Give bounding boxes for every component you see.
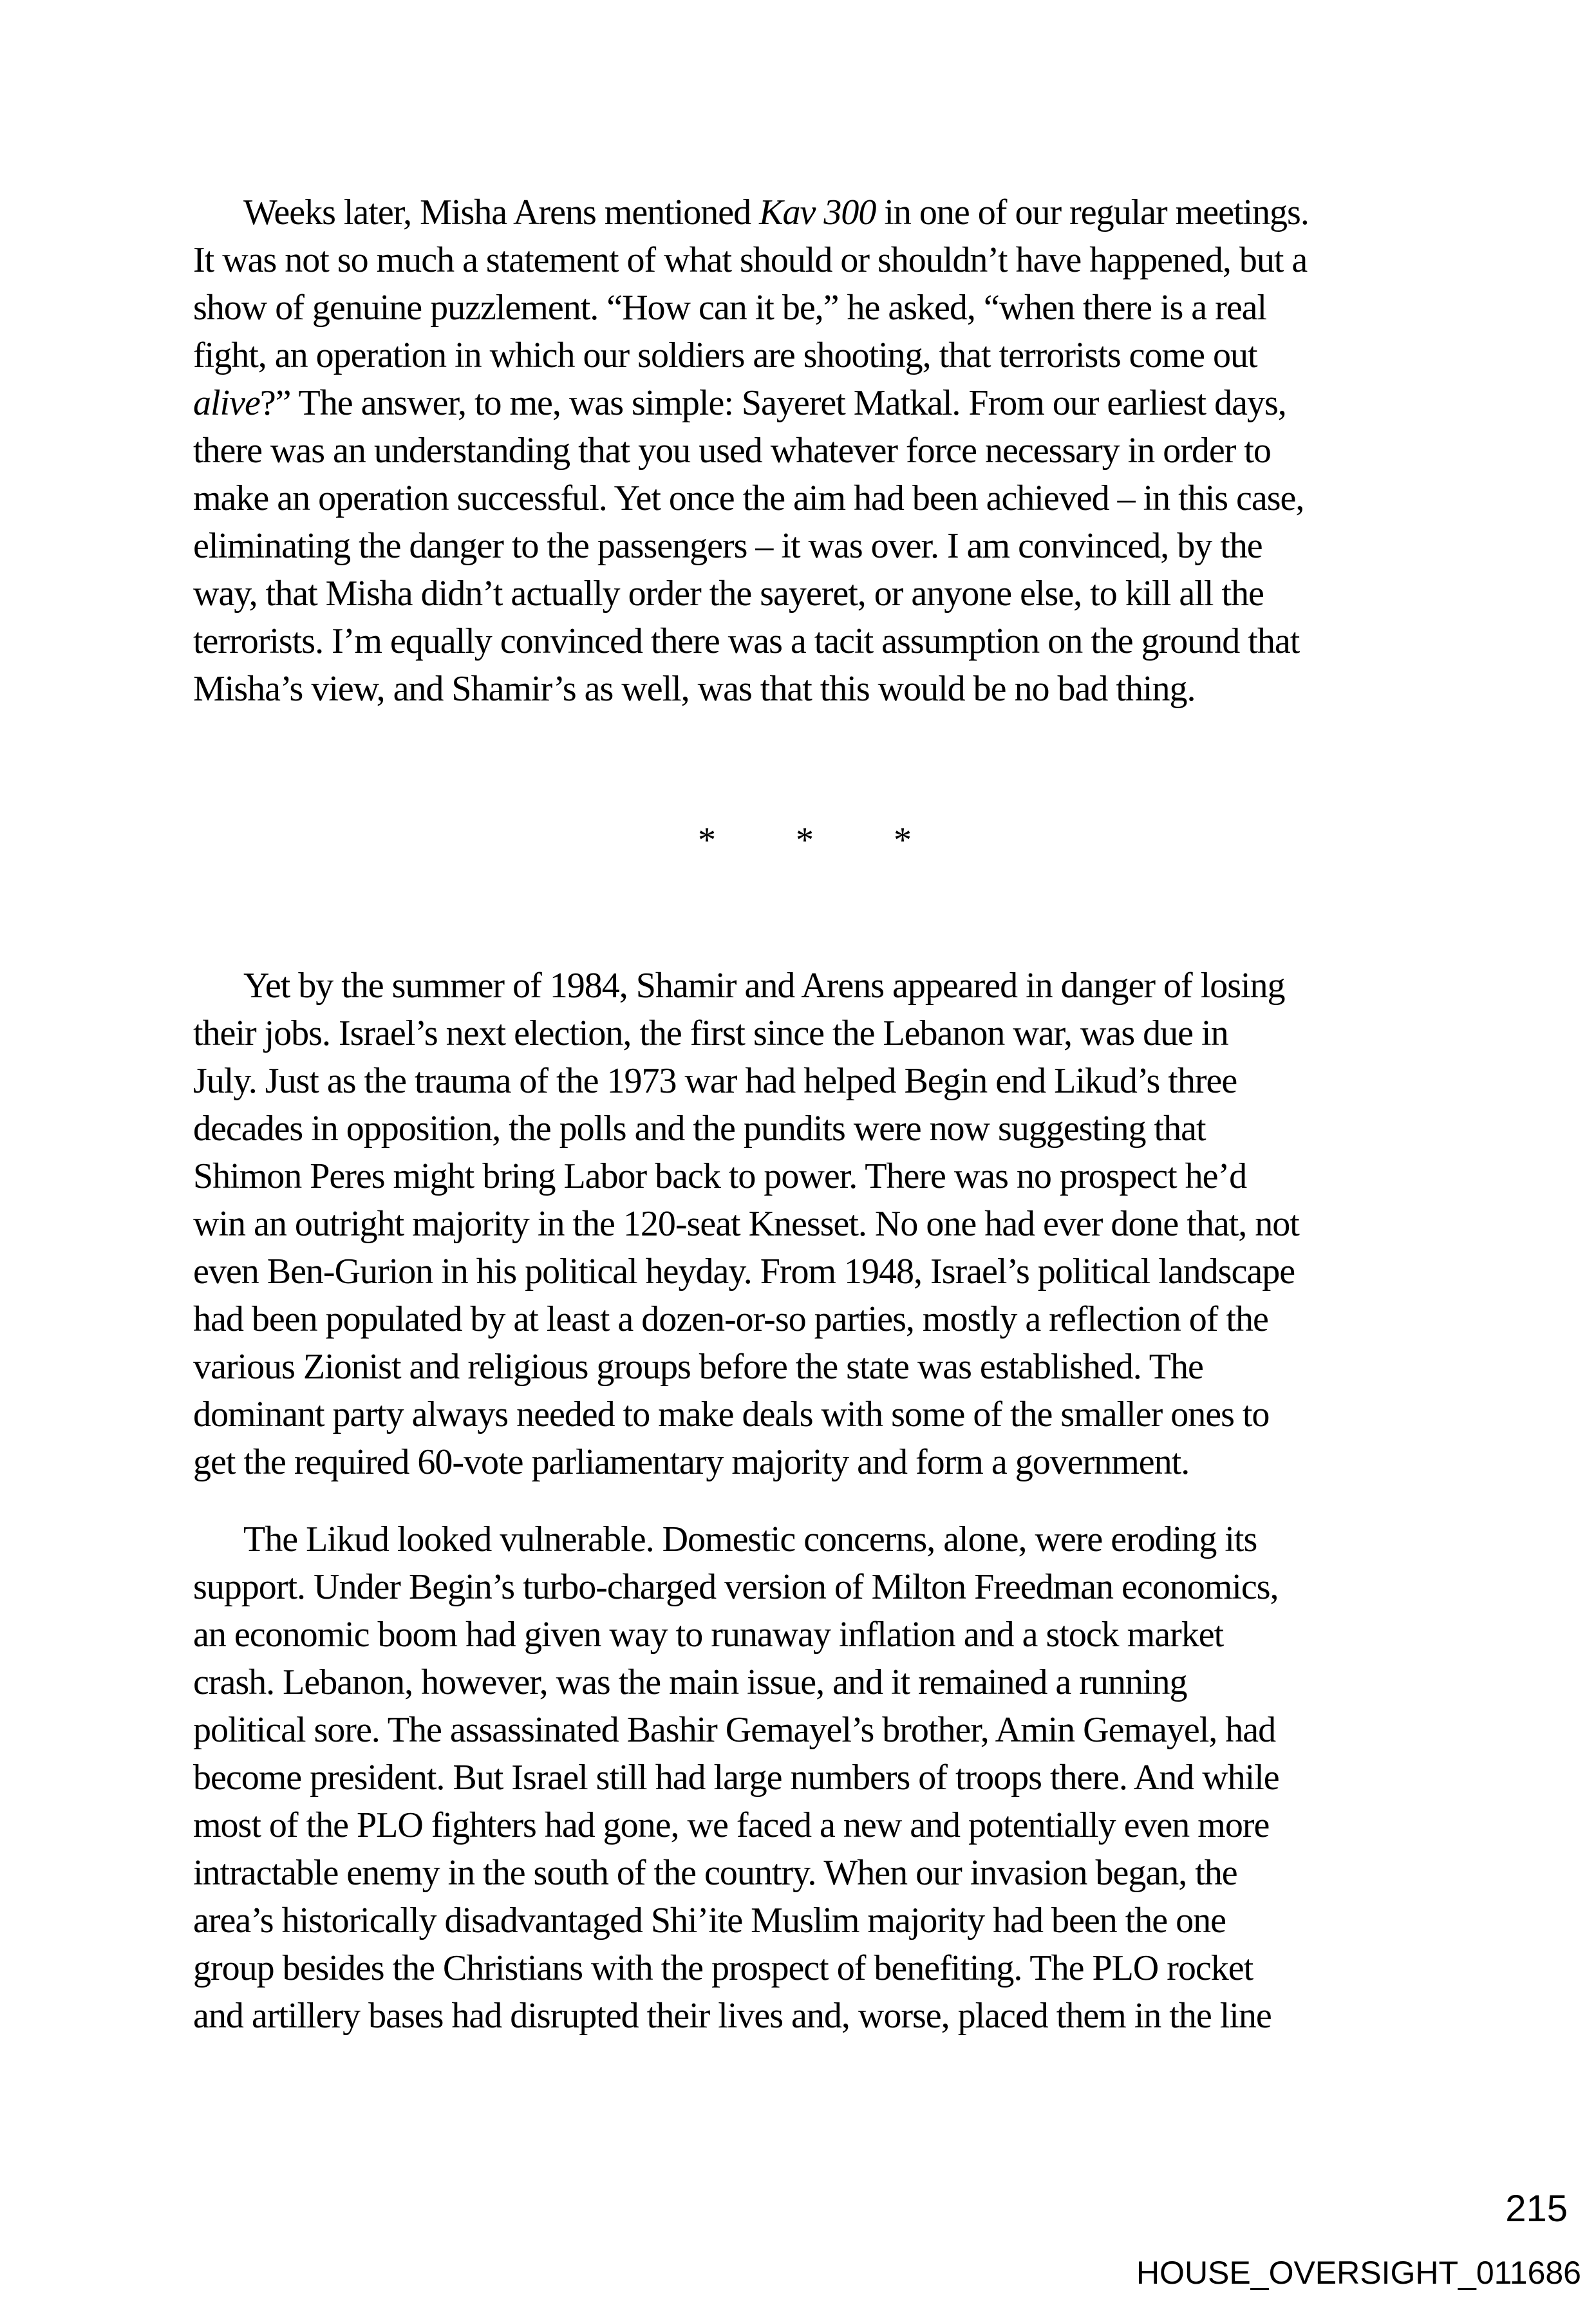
text-line: most of the PLO fighters had gone, we faced a new and potentially even more xyxy=(193,1805,1270,1845)
text-line: get the required 60-vote parliamentary majority and form a government. xyxy=(193,1442,1190,1482)
text-line: It was not so much a statement of what should or shouldn’t have happened, but a xyxy=(193,240,1308,280)
text-line: even Ben-Gurion in his political heyday. From 1948, Israel’s political landscape xyxy=(193,1252,1295,1292)
text-line: had been populated by at least a dozen-or-so parties, mostly a reflection of the xyxy=(193,1299,1268,1339)
text-line: become president. But Israel still had large numbers of troops there. And while xyxy=(193,1758,1279,1798)
italic-text: alive xyxy=(193,383,260,423)
text-line: dominant party always needed to make deals with some of the smaller ones to xyxy=(193,1395,1270,1434)
italic-text: Kav 300 xyxy=(759,193,876,232)
text-line: support. Under Begin’s turbo-charged version of Milton Freedman economics, xyxy=(193,1567,1279,1607)
text-line: eliminating the danger to the passengers – it was over. I am convinced, by the xyxy=(193,526,1263,566)
text-line: Yet by the summer of 1984, Shamir and Arens appeared in danger of losing xyxy=(243,966,1285,1006)
bates-stamp: HOUSE_OVERSIGHT_011686 xyxy=(1136,2255,1581,2291)
text-line: terrorists. I’m equally convinced there was a tacit assumption on the ground that xyxy=(193,621,1300,661)
text-segment: Weeks later, Misha Arens mentioned xyxy=(243,193,760,232)
text-column xyxy=(193,0,1416,2303)
text-line: and artillery bases had disrupted their lives and, worse, placed them in the line xyxy=(193,1996,1272,2036)
text-line: group besides the Christians with the prospect of benefiting. The PLO rocket xyxy=(193,1948,1253,1988)
text-line: an economic boom had given way to runaway inflation and a stock market xyxy=(193,1615,1224,1655)
section-break-asterisks: * * * xyxy=(698,820,912,860)
text-line: fight, an operation in which our soldiers are shooting, that terrorists come out xyxy=(193,335,1257,375)
text-line: Misha’s view, and Shamir’s as well, was that this would be no bad thing. xyxy=(193,669,1196,709)
text-line: The Likud looked vulnerable. Domestic concerns, alone, were eroding its xyxy=(243,1519,1257,1559)
page-number: 215 xyxy=(1505,2188,1568,2230)
text-segment: in one of our regular meetings. xyxy=(876,193,1309,232)
text-line: win an outright majority in the 120-seat Knesset. No one had ever done that, not xyxy=(193,1204,1299,1244)
text-line: crash. Lebanon, however, was the main issue, and it remained a running xyxy=(193,1662,1187,1702)
paragraph-likud-vulnerable xyxy=(193,1516,1416,2040)
text-line: intractable enemy in the south of the country. When our invasion began, the xyxy=(193,1853,1237,1893)
text-line: there was an understanding that you used whatever force necessary in order to xyxy=(193,431,1271,471)
text-line: show of genuine puzzlement. “How can it be,” he asked, “when there is a real xyxy=(193,288,1267,328)
text-line: make an operation successful. Yet once the aim had been achieved – in this case, xyxy=(193,478,1304,518)
text-line: political sore. The assassinated Bashir Gemayel’s brother, Amin Gemayel, had xyxy=(193,1710,1276,1750)
text-line: area’s historically disadvantaged Shi’ite Muslim majority had been the one xyxy=(193,1901,1226,1941)
text-segment: ?” The answer, to me, was simple: Sayeret Matkal. From our earliest days, xyxy=(259,383,1286,423)
paragraph-election-1984 xyxy=(193,962,1416,1486)
text-line: their jobs. Israel’s next election, the first since the Lebanon war, was due in xyxy=(193,1013,1228,1053)
text-line: various Zionist and religious groups before the state was established. The xyxy=(193,1347,1203,1387)
text-line xyxy=(193,379,1416,427)
text-line: Shimon Peres might bring Labor back to power. There was no prospect he’d xyxy=(193,1156,1247,1196)
text-line xyxy=(193,189,1416,236)
text-line: way, that Misha didn’t actually order the sayeret, or anyone else, to kill all the xyxy=(193,574,1264,614)
paragraph-kav300 xyxy=(193,189,1416,713)
text-line: decades in opposition, the polls and the pundits were now suggesting that xyxy=(193,1109,1206,1149)
text-line: July. Just as the trauma of the 1973 war had helped Begin end Likud’s three xyxy=(193,1061,1237,1101)
